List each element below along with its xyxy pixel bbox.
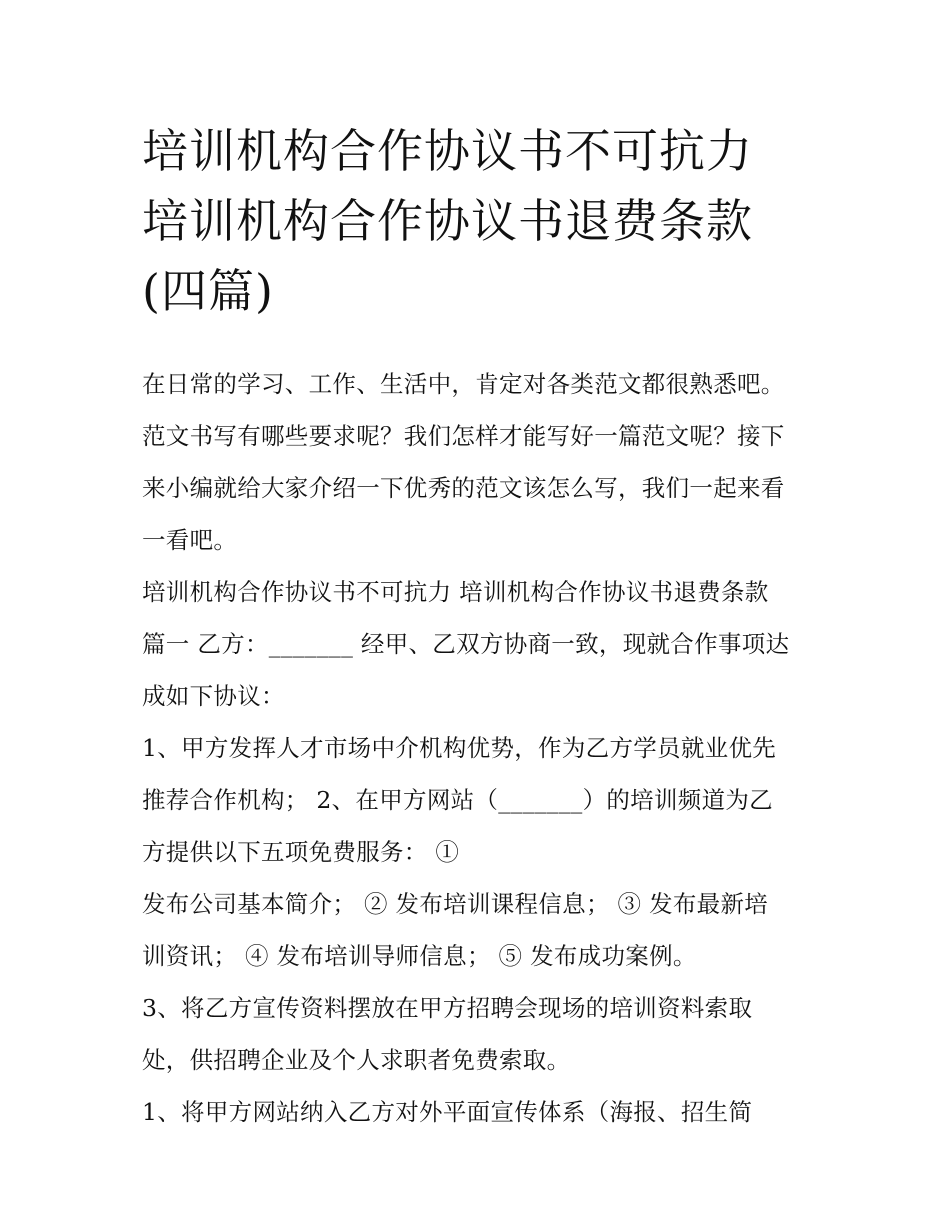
paragraph-line: 在日常的学习、工作、生活中，肯定对各类范文都很熟悉吧。 — [142, 370, 785, 398]
paragraph-line: 培训机构合作协议书不可抗力 培训机构合作协议书退费条款 — [142, 578, 769, 606]
paragraph-line: 一看吧。 — [142, 526, 238, 554]
paragraph-line: 处，供招聘企业及个人求职者免费索取。 — [142, 1046, 571, 1074]
document-body — [142, 358, 842, 1138]
paragraph-line: 1、甲方发挥人才市场中介机构优势，作为乙方学员就业优先 — [142, 734, 777, 762]
paragraph-line: 推荐合作机构； 2、在甲方网站（_______）的培训频道为乙 — [142, 786, 773, 814]
paragraph-line: 篇一 乙方：_______ 经甲、乙双方协商一致，现就合作事项达 — [142, 630, 790, 658]
document-title — [142, 116, 842, 326]
paragraph-line: 成如下协议： — [142, 682, 285, 710]
paragraph-line: 3、将乙方宣传资料摆放在甲方招聘会现场的培训资料索取 — [142, 994, 753, 1022]
title-line-3: (四篇) — [142, 264, 274, 318]
paragraph-line: 方提供以下五项免费服务： ① — [142, 838, 460, 866]
paragraph-line: 来小编就给大家介绍一下优秀的范文该怎么写，我们一起来看 — [142, 474, 785, 502]
paragraph-line: 训资讯； ④ 发布培训导师信息； ⑤ 发布成功案例。 — [142, 942, 697, 970]
paragraph-line: 发布公司基本简介； ② 发布培训课程信息； ③ 发布最新培 — [142, 890, 769, 918]
paragraph-line: 1、将甲方网站纳入乙方对外平面宣传体系（海报、招生简 — [142, 1098, 753, 1126]
paragraph-line: 范文书写有哪些要求呢？我们怎样才能写好一篇范文呢？接下 — [142, 422, 785, 450]
title-line-2: 培训机构合作协议书退费条款 — [142, 194, 753, 248]
title-line-1: 培训机构合作协议书不可抗力 — [142, 124, 753, 178]
